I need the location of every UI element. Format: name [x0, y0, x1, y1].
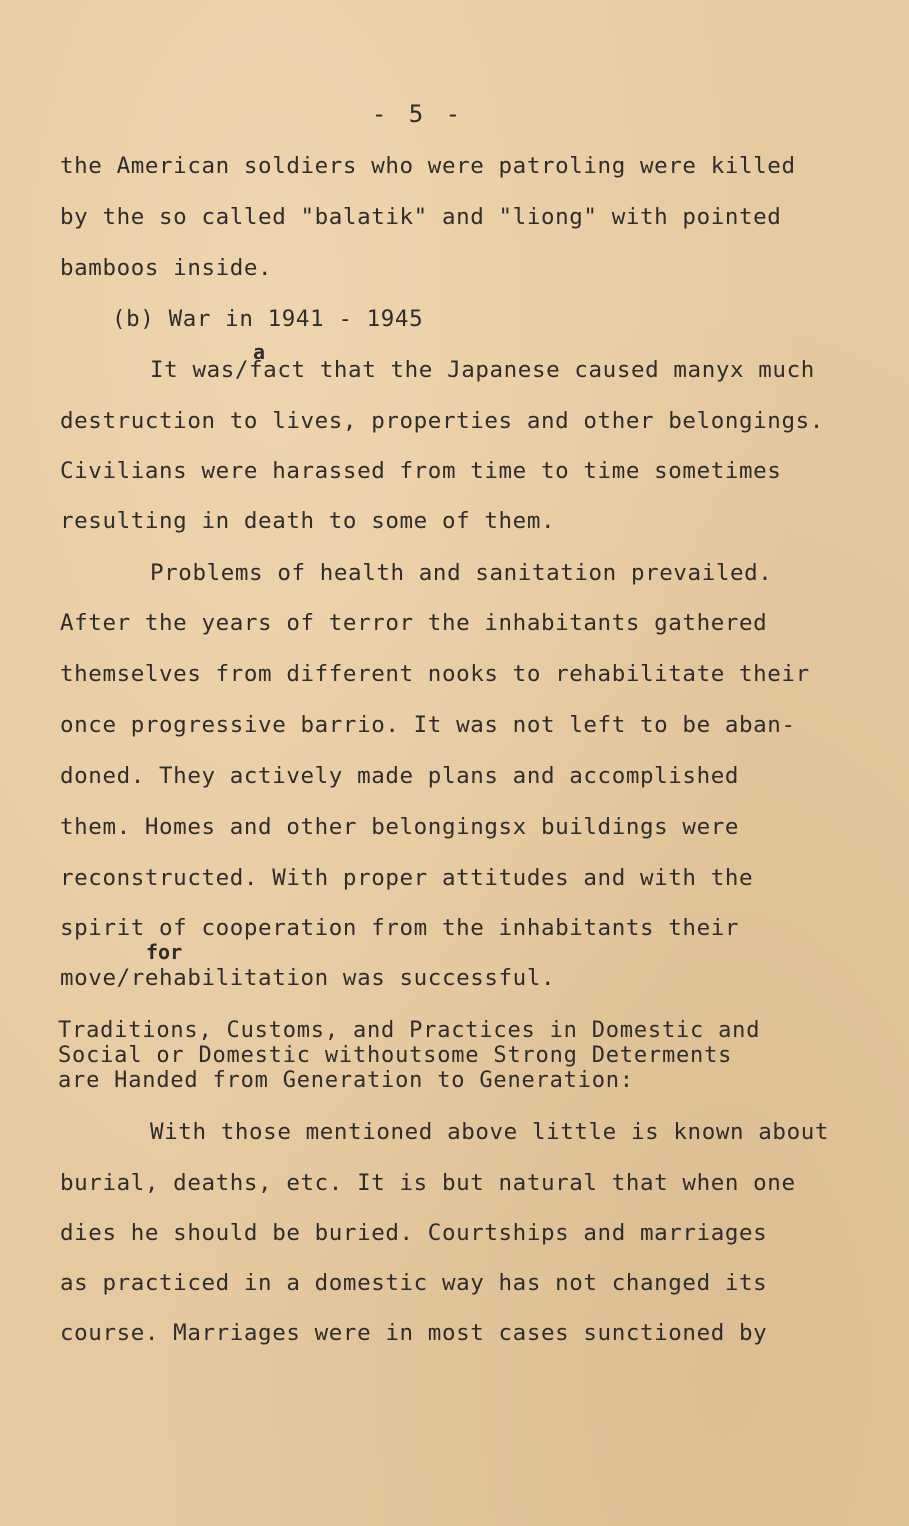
- typed-insertion: for: [146, 940, 183, 964]
- text-line: destruction to lives, properties and other belongings.: [60, 408, 824, 434]
- text-line: reconstructed. With proper attitudes and with the: [60, 865, 754, 891]
- text-line: resulting in death to some of them.: [60, 508, 556, 534]
- text-line: them. Homes and other belongingsx buildings were: [60, 814, 740, 840]
- section-heading-line: are Handed from Generation to Generation:: [58, 1068, 634, 1093]
- section-heading-line: Social or Domestic withoutsome Strong Determents: [58, 1043, 733, 1068]
- text-line: as practiced in a domestic way has not changed its: [60, 1270, 768, 1296]
- text-line: spirit of cooperation from the inhabitants their: [60, 915, 740, 941]
- text-line: doned. They actively made plans and accomplished: [60, 763, 740, 789]
- text-line: Problems of health and sanitation prevailed.: [150, 560, 773, 586]
- text-line: With those mentioned above little is known about: [150, 1119, 830, 1145]
- text-line: once progressive barrio. It was not left to be aban-: [60, 712, 796, 738]
- text-line: dies he should be buried. Courtships and marriages: [60, 1220, 768, 1246]
- section-subheading: (b) War in 1941 - 1945: [112, 306, 424, 332]
- text-line: burial, deaths, etc. It is but natural that when one: [60, 1170, 796, 1196]
- page-number: - 5 -: [371, 100, 465, 128]
- text-line: themselves from different nooks to rehabilitate their: [60, 661, 810, 687]
- typed-insertion: a: [253, 340, 266, 364]
- section-heading-line: Traditions, Customs, and Practices in Domestic and: [58, 1018, 761, 1043]
- text-line: the American soldiers who were patroling were killed: [60, 153, 796, 179]
- text-line: move/rehabilitation was successful.: [60, 965, 556, 991]
- text-line: bamboos inside.: [60, 255, 273, 281]
- text-line: It was/fact that the Japanese caused manyx much: [150, 357, 815, 383]
- text-line: course. Marriages were in most cases sunctioned by: [60, 1320, 768, 1346]
- text-line: After the years of terror the inhabitants gathered: [60, 610, 768, 636]
- text-line: Civilians were harassed from time to time sometimes: [60, 458, 782, 484]
- text-line: by the so called "balatik" and "liong" with pointed: [60, 204, 782, 230]
